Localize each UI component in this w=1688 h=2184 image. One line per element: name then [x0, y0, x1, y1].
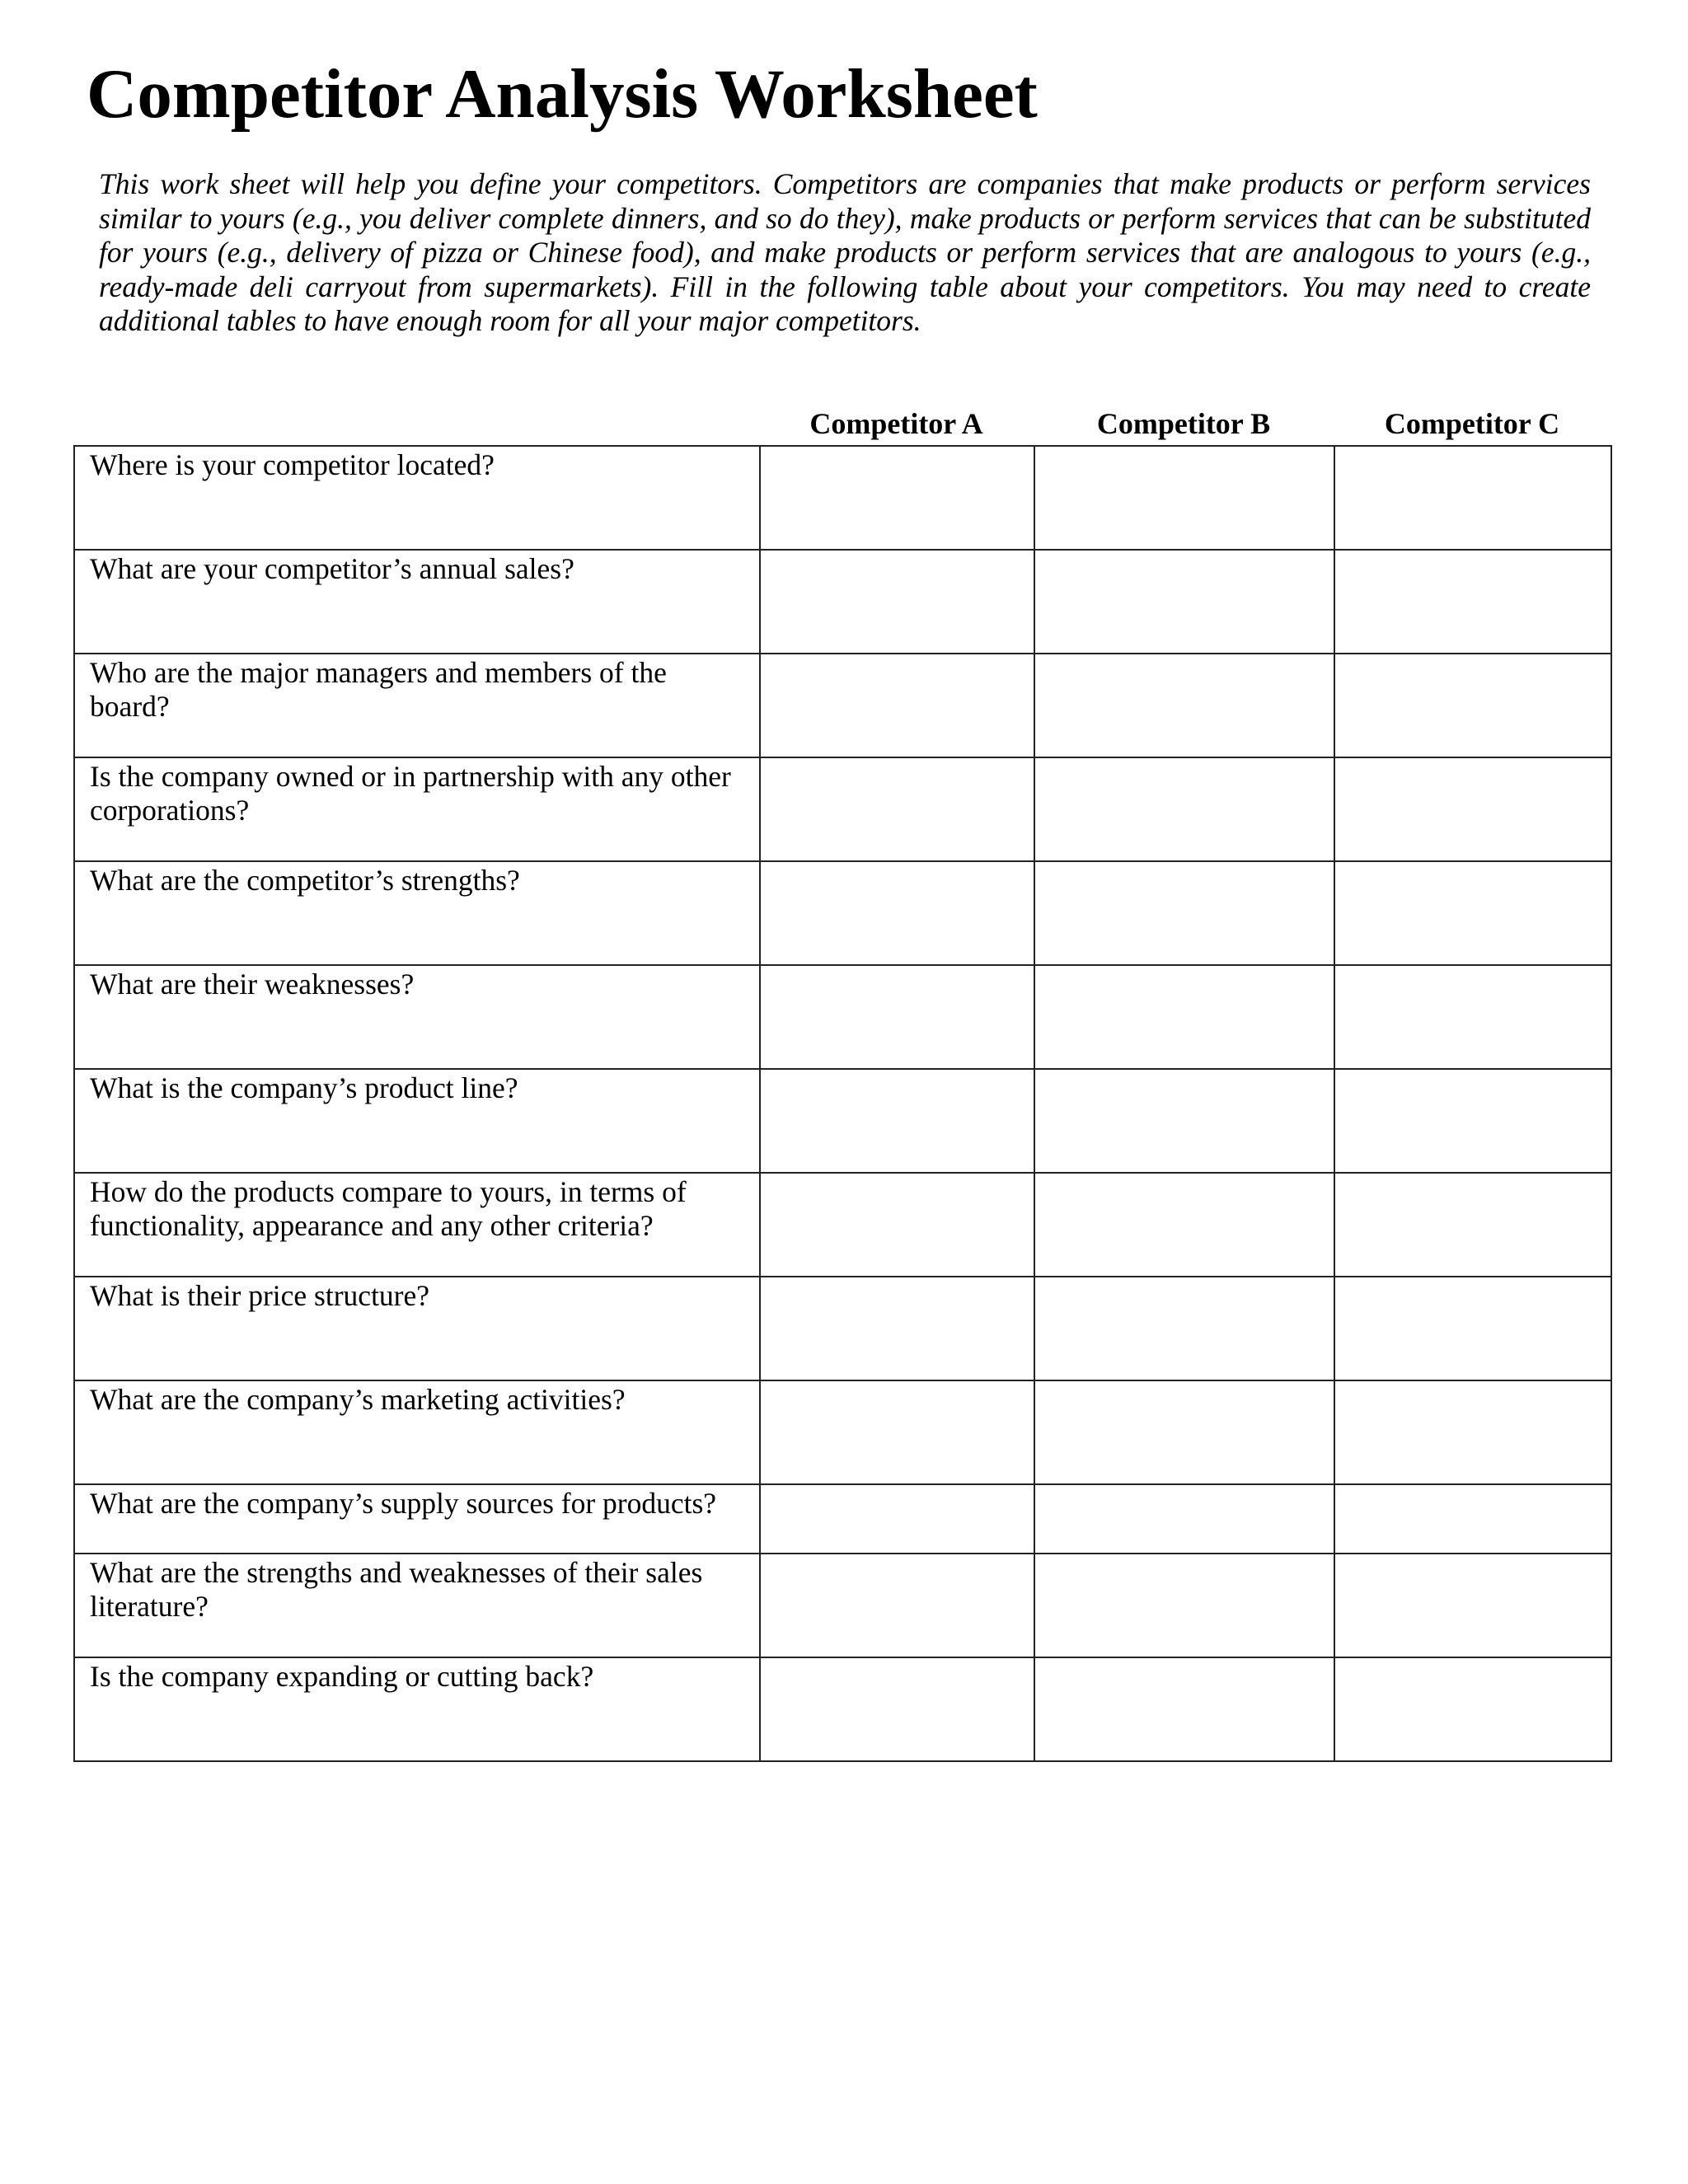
answer-cell-competitor-c[interactable] [1334, 1484, 1611, 1554]
question-cell [74, 1484, 760, 1554]
answer-cell-competitor-a[interactable] [760, 1173, 1034, 1277]
answer-cell-competitor-b[interactable] [1034, 1069, 1334, 1173]
question-cell [74, 446, 760, 550]
answer-cell-competitor-a[interactable] [760, 1484, 1034, 1554]
question-cell [74, 1380, 760, 1484]
answer-cell-competitor-c[interactable] [1334, 654, 1611, 757]
table-row [74, 1657, 1611, 1761]
question-cell [74, 654, 760, 757]
question-label: What are the company’s supply sources for products? [90, 1487, 717, 1520]
answer-cell-competitor-c[interactable] [1334, 1657, 1611, 1761]
question-label: What are the company’s marketing activities? [90, 1383, 626, 1416]
table-row [74, 965, 1611, 1069]
answer-cell-competitor-c[interactable] [1334, 757, 1611, 861]
question-label: Where is your competitor located? [90, 448, 495, 481]
question-label: What are your competitor’s annual sales? [90, 552, 574, 585]
answer-cell-competitor-c[interactable] [1334, 1069, 1611, 1173]
question-cell [74, 1277, 760, 1380]
answer-cell-competitor-b[interactable] [1034, 757, 1334, 861]
question-label: What is the company’s product line? [90, 1071, 518, 1104]
question-label: Who are the major managers and members of the board? [90, 656, 667, 723]
answer-cell-competitor-b[interactable] [1034, 1277, 1334, 1380]
question-label: What is their price structure? [90, 1279, 430, 1312]
table-row [74, 446, 1611, 550]
column-header-competitor-a: Competitor A [809, 407, 983, 440]
answer-cell-competitor-a[interactable] [760, 1554, 1034, 1657]
answer-cell-competitor-a[interactable] [760, 757, 1034, 861]
answer-cell-competitor-b[interactable] [1034, 965, 1334, 1069]
answer-cell-competitor-b[interactable] [1034, 1380, 1334, 1484]
answer-cell-competitor-a[interactable] [760, 446, 1034, 550]
answer-cell-competitor-c[interactable] [1334, 965, 1611, 1069]
answer-cell-competitor-c[interactable] [1334, 861, 1611, 965]
table-row [74, 550, 1611, 654]
answer-cell-competitor-a[interactable] [760, 654, 1034, 757]
question-cell [74, 1173, 760, 1277]
answer-cell-competitor-b[interactable] [1034, 1554, 1334, 1657]
answer-cell-competitor-a[interactable] [760, 861, 1034, 965]
question-label: What are the strengths and weaknesses of their sales literature? [90, 1556, 703, 1623]
table-row [74, 1069, 1611, 1173]
question-cell [74, 550, 760, 654]
answer-cell-competitor-b[interactable] [1034, 446, 1334, 550]
question-label: Is the company owned or in partnership with any other corporations? [90, 760, 731, 827]
table-row [74, 654, 1611, 757]
answer-cell-competitor-a[interactable] [760, 1380, 1034, 1484]
table-row [74, 1173, 1611, 1277]
answer-cell-competitor-a[interactable] [760, 1657, 1034, 1761]
answer-cell-competitor-c[interactable] [1334, 1277, 1611, 1380]
table-row [74, 1484, 1611, 1554]
question-cell [74, 1069, 760, 1173]
question-cell [74, 1554, 760, 1657]
table-row [74, 861, 1611, 965]
answer-cell-competitor-b[interactable] [1034, 550, 1334, 654]
competitor-table [73, 445, 1612, 1762]
answer-cell-competitor-c[interactable] [1334, 550, 1611, 654]
table-row [74, 1277, 1611, 1380]
answer-cell-competitor-a[interactable] [760, 1277, 1034, 1380]
question-label: Is the company expanding or cutting back? [90, 1660, 594, 1693]
page-title: Competitor Analysis Worksheet [87, 55, 1038, 133]
answer-cell-competitor-a[interactable] [760, 965, 1034, 1069]
answer-cell-competitor-b[interactable] [1034, 1484, 1334, 1554]
table-row [74, 1554, 1611, 1657]
answer-cell-competitor-c[interactable] [1334, 1554, 1611, 1657]
question-label: How do the products compare to yours, in terms of functionality, appearance and any other criteria? [90, 1175, 687, 1242]
question-label: What are their weaknesses? [90, 968, 415, 1001]
table-row [74, 757, 1611, 861]
question-cell [74, 861, 760, 965]
table-row [74, 1380, 1611, 1484]
intro-paragraph: This work sheet will help you define your competitors. Competitors are companies that make products or perform services similar to yours (e.g., you deliver complete dinners, and so do they), make products or perform services that can be substituted for yours (e.g., delivery of pizza or Chinese food), and make products or perform services that are analogous to yours (e.g., ready-made deli carryout from supermarkets). Fill in the following table about your competitors. You may need to create additional tables to have enough room for all your major competitors. [99, 167, 1591, 337]
column-header-competitor-b: Competitor B [1096, 407, 1271, 440]
answer-cell-competitor-b[interactable] [1034, 861, 1334, 965]
column-header-competitor-c: Competitor C [1384, 407, 1560, 440]
answer-cell-competitor-a[interactable] [760, 1069, 1034, 1173]
question-cell [74, 757, 760, 861]
answer-cell-competitor-b[interactable] [1034, 654, 1334, 757]
answer-cell-competitor-b[interactable] [1034, 1173, 1334, 1277]
answer-cell-competitor-c[interactable] [1334, 1380, 1611, 1484]
question-label: What are the competitor’s strengths? [90, 864, 520, 897]
answer-cell-competitor-c[interactable] [1334, 1173, 1611, 1277]
question-cell [74, 965, 760, 1069]
answer-cell-competitor-c[interactable] [1334, 446, 1611, 550]
question-cell [74, 1657, 760, 1761]
answer-cell-competitor-b[interactable] [1034, 1657, 1334, 1761]
answer-cell-competitor-a[interactable] [760, 550, 1034, 654]
